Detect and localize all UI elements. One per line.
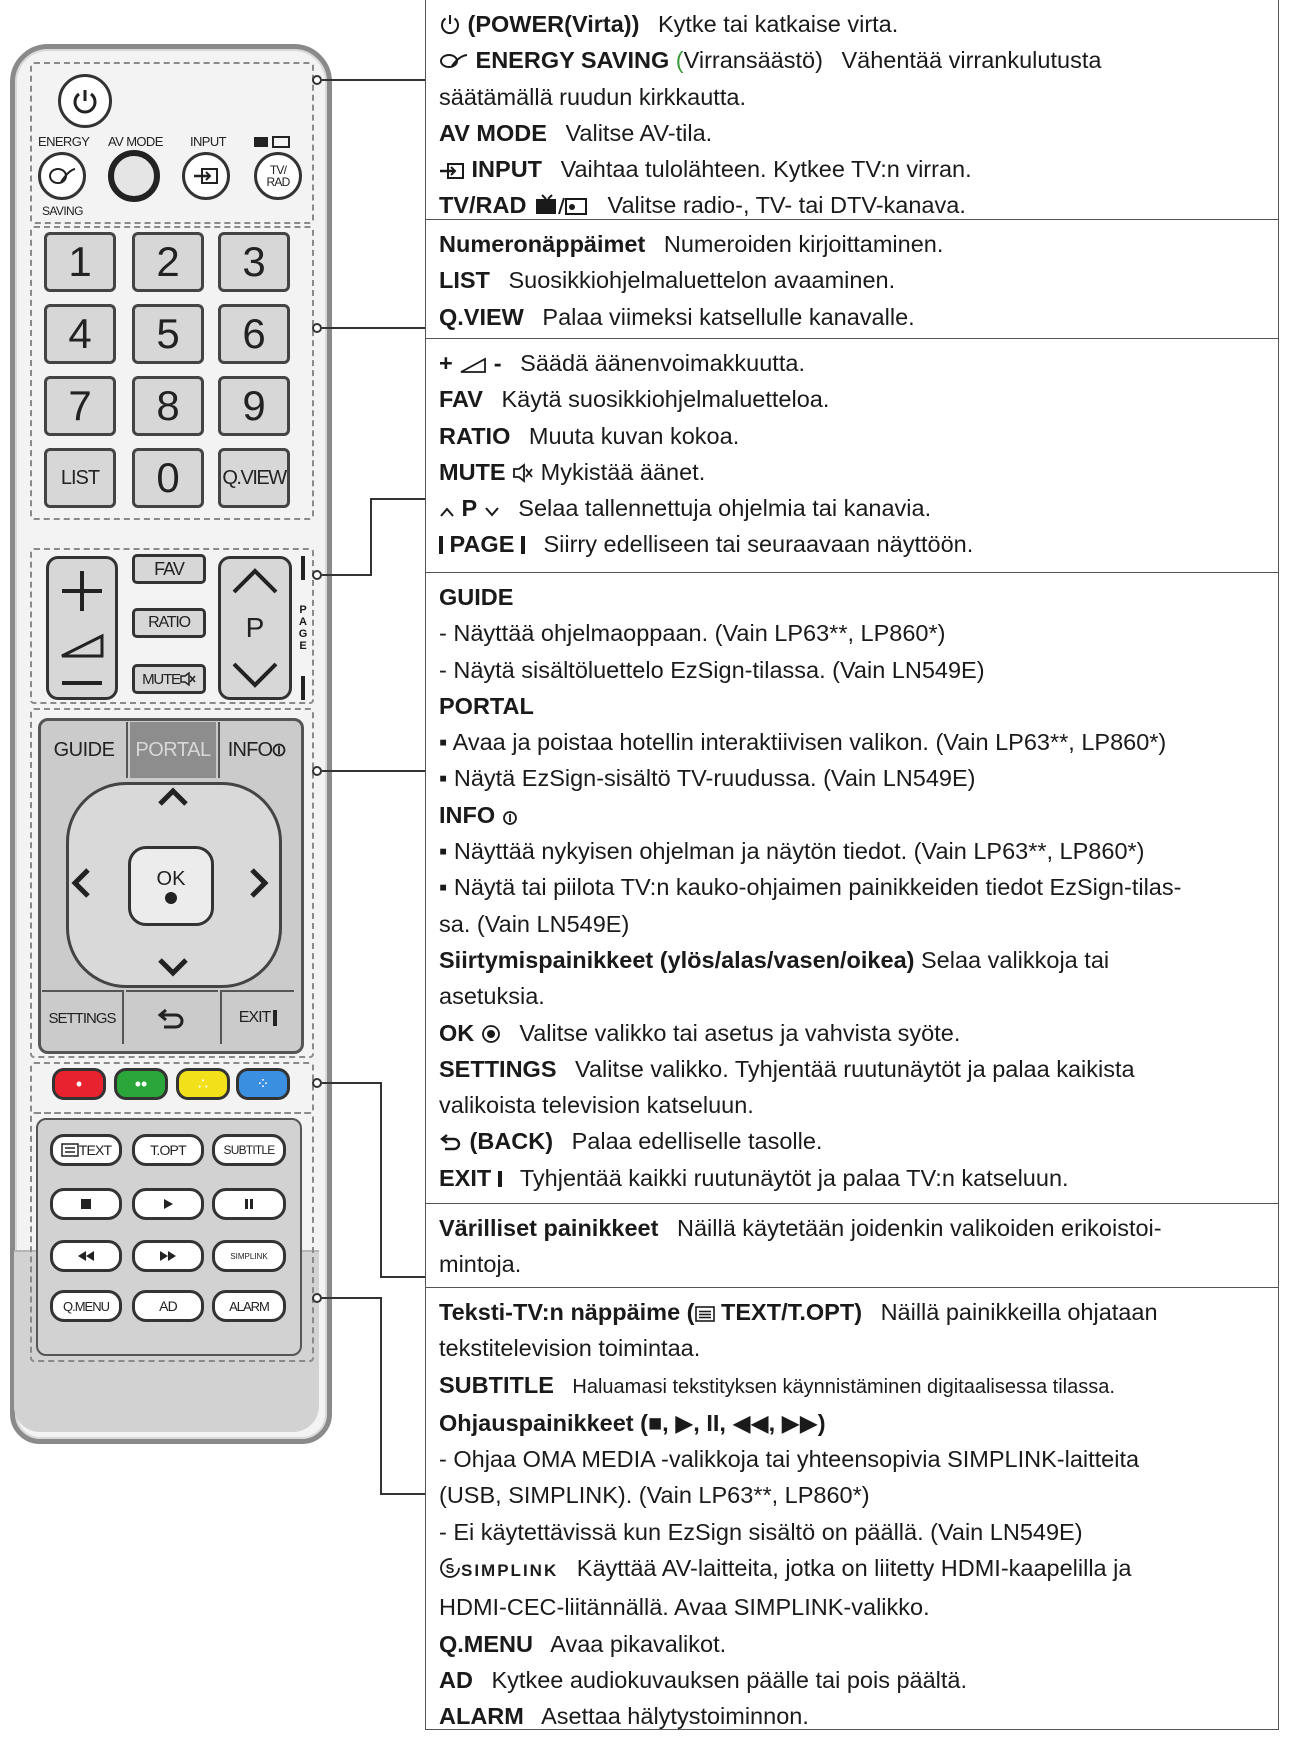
ad-key: AD xyxy=(439,1666,473,1693)
energy-saving-icon xyxy=(439,51,469,71)
program-key: P xyxy=(461,495,478,522)
power-key: (POWER(Virta)) xyxy=(467,11,640,37)
numeric-keys-key: Numeronäppäimet xyxy=(439,231,646,257)
play-button[interactable] xyxy=(132,1188,204,1220)
leader-color-h1 xyxy=(322,1082,382,1084)
leader-power xyxy=(322,79,426,81)
channel-p-label: P xyxy=(245,612,265,643)
settings-button[interactable]: SETTINGS xyxy=(42,990,124,1044)
text-label: TEXT xyxy=(78,1142,112,1158)
control-keys-desc-2: (USB, SIMPLINK). (Vain LP63**, LP860*) xyxy=(439,1482,870,1509)
qmenu-button[interactable]: Q.MENU xyxy=(50,1290,122,1322)
qmenu-desc: Avaa pikavalikot. xyxy=(550,1630,727,1657)
alarm-button[interactable]: ALARM xyxy=(212,1290,286,1322)
leader-volume-v xyxy=(370,498,372,576)
info-key: INFO xyxy=(439,801,496,828)
energy-saving-line xyxy=(439,42,1270,78)
alarm-line xyxy=(439,1698,1270,1734)
arrow-up-icon[interactable] xyxy=(156,786,190,808)
tv-rad-desc: Valitse radio-, TV- tai DTV-kanava. xyxy=(607,192,966,219)
page-letter-g: G xyxy=(298,628,308,640)
teletext-icon xyxy=(61,1143,79,1157)
ok-desc: Valitse valikko tai asetus ja vahvista syöte. xyxy=(519,1019,961,1046)
settings-key: SETTINGS xyxy=(439,1055,557,1082)
teletext-key: Teksti-TV:n näppäime ( xyxy=(439,1299,695,1325)
number-key-1[interactable]: 1 xyxy=(44,232,116,292)
page-line xyxy=(439,526,1270,562)
power-line xyxy=(439,6,1270,42)
guide-button[interactable]: GUIDE xyxy=(42,722,128,778)
exit-desc: Tyhjentää kaikki ruutunäytöt ja palaa TV:n katseluun. xyxy=(519,1164,1069,1191)
page-down-mark xyxy=(301,676,305,700)
portal-button[interactable]: PORTAL xyxy=(130,722,216,778)
volume-plus-icon xyxy=(59,568,105,614)
arrow-right-icon[interactable] xyxy=(248,866,270,900)
chevron-down-icon xyxy=(484,505,500,519)
simplink-desc-2: HDMI-CEC-liitännällä. Avaa SIMPLINK-valikko. xyxy=(439,1594,930,1621)
av-mode-desc: Valitse AV-tila. xyxy=(565,119,713,146)
volume-icon xyxy=(459,356,487,374)
svg-text:S: S xyxy=(445,1561,455,1577)
input-icon xyxy=(192,166,220,186)
energy-saving-icon xyxy=(47,166,77,186)
energy-saving-word: Virransäästö) xyxy=(683,47,823,74)
ratio-desc: Muuta kuvan kokoa. xyxy=(528,422,740,449)
nav-keys-key: Siirtymispainikkeet (ylös/alas/vasen/oikea) xyxy=(439,946,915,973)
volume-minus-key: - xyxy=(493,350,502,376)
leader-dot-volume xyxy=(312,570,322,580)
back-line xyxy=(439,1123,1270,1159)
fav-line xyxy=(439,381,1270,417)
exit-button[interactable] xyxy=(220,990,294,1044)
mute-button[interactable] xyxy=(132,664,206,694)
input-line xyxy=(439,151,1270,187)
teletext-desc: Näillä painikkeilla ohjataan xyxy=(880,1299,1158,1325)
ad-line xyxy=(439,1662,1270,1698)
exit-key: EXIT xyxy=(439,1164,492,1191)
alarm-desc: Asettaa hälytystoiminnon. xyxy=(541,1703,809,1730)
nav-keys-line xyxy=(439,942,1270,978)
av-mode-button[interactable] xyxy=(108,150,160,202)
pause-icon xyxy=(243,1198,255,1210)
ad-desc: Kytkee audiokuvauksen päälle tai pois päältä. xyxy=(491,1666,968,1693)
ad-button[interactable]: AD xyxy=(132,1290,204,1322)
mute-icon xyxy=(512,463,534,483)
settings-desc-2: valikoista television katseluun. xyxy=(439,1092,754,1119)
guide-key: GUIDE xyxy=(439,584,514,610)
fav-key: FAV xyxy=(439,386,483,413)
fav-button[interactable]: FAV xyxy=(132,554,206,584)
number-key-9[interactable]: 9 xyxy=(218,376,290,436)
leader-volume-h2 xyxy=(370,498,426,500)
channel-rocker[interactable] xyxy=(218,556,292,700)
back-button[interactable] xyxy=(126,990,218,1044)
page-key[interactable] xyxy=(299,556,307,700)
page-desc: Siirry edelliseen tai seuraavaan näyttöön. xyxy=(543,531,974,558)
fastforward-button[interactable] xyxy=(132,1240,204,1272)
qview-line xyxy=(439,299,1270,335)
tv-rad-button[interactable] xyxy=(254,152,302,200)
blue-button[interactable]: ⁘ xyxy=(236,1068,290,1100)
energy-label: ENERGY xyxy=(38,134,90,149)
info-icon xyxy=(272,743,286,757)
input-desc: Vaihtaa tulolähteen. Kytkee TV:n virran. xyxy=(560,156,972,183)
back-icon xyxy=(156,1006,188,1030)
page-key: PAGE xyxy=(449,531,515,558)
leader-teletext-v xyxy=(380,1297,382,1495)
teletext-desc-2: tekstitelevision toimintaa. xyxy=(439,1335,701,1362)
energy-saving-key: ENERGY SAVING xyxy=(475,47,670,74)
volume-line xyxy=(439,345,1270,381)
chevron-up-icon xyxy=(439,505,455,519)
color-line xyxy=(439,1210,1270,1246)
input-icon xyxy=(439,162,465,180)
subtitle-key: SUBTITLE xyxy=(439,1371,554,1398)
tv-radio-icon xyxy=(253,134,291,148)
info-desc-2: ▪ Näytä tai piilota TV:n kauko-ohjaimen painikkeiden tiedot EzSign-tilas- xyxy=(439,874,1182,901)
numeric-keys-desc: Numeroiden kirjoittaminen. xyxy=(663,231,944,257)
pause-button[interactable] xyxy=(212,1188,286,1220)
number-key-3[interactable]: 3 xyxy=(218,232,290,292)
fastforward-icon xyxy=(159,1250,177,1262)
tv-rad-key: TV/RAD xyxy=(439,192,527,219)
page-up-mark-icon xyxy=(439,536,443,554)
input-label: INPUT xyxy=(190,134,227,149)
text-button[interactable] xyxy=(50,1134,122,1166)
input-key: INPUT xyxy=(471,156,543,183)
leader-navigation xyxy=(322,770,426,772)
power-button[interactable] xyxy=(58,74,112,128)
volume-minus-icon xyxy=(59,678,105,688)
tv-rad-top: TV/ xyxy=(269,163,287,177)
leader-dot-teletext xyxy=(312,1293,322,1303)
tv-rad-bottom: RAD xyxy=(266,175,290,189)
subtitle-desc: Haluamasi tekstityksen käynnistäminen digitaalisessa tilassa. xyxy=(572,1375,1115,1398)
list-line xyxy=(439,262,1270,298)
leader-color-h2 xyxy=(380,1276,426,1278)
page-up-mark xyxy=(301,556,305,580)
teletext-key-2: TEXT/T.OPT) xyxy=(721,1299,863,1325)
simplink-line xyxy=(439,1550,1270,1589)
color-key: Värilliset painikkeet xyxy=(439,1215,659,1241)
back-key: (BACK) xyxy=(469,1128,554,1155)
exit-mark-icon xyxy=(498,1171,502,1187)
list-desc: Suosikkiohjelmaluettelon avaaminen. xyxy=(508,267,896,294)
av-mode-key: AV MODE xyxy=(439,119,547,146)
ratio-key: RATIO xyxy=(439,422,511,449)
qview-desc: Palaa viimeksi katsellulle kanavalle. xyxy=(542,303,915,330)
leader-teletext-h1 xyxy=(322,1297,382,1299)
leader-numeric xyxy=(322,327,426,329)
qmenu-line xyxy=(439,1626,1270,1662)
settings-line xyxy=(439,1051,1270,1087)
portal-key: PORTAL xyxy=(439,692,534,719)
list-button[interactable]: LIST xyxy=(44,448,116,508)
ok-key: OK xyxy=(439,1019,475,1046)
number-key-2[interactable]: 2 xyxy=(132,232,204,292)
ok-label: OK xyxy=(156,867,186,890)
fav-desc: Käytä suosikkiohjelmaluetteloa. xyxy=(501,386,830,413)
description-table xyxy=(425,0,1279,1730)
teletext-line xyxy=(439,1294,1270,1330)
power-icon xyxy=(439,13,461,35)
settings-desc: Valitse valikko. Tyhjentää ruutunäytöt ja palaa kaikista xyxy=(575,1055,1135,1082)
back-desc: Palaa edelliselle tasolle. xyxy=(571,1128,823,1155)
play-icon xyxy=(162,1198,174,1210)
avmode-label: AV MODE xyxy=(108,134,163,149)
ok-dot-icon xyxy=(164,891,178,905)
ok-line xyxy=(439,1015,1270,1051)
portal-desc-2: ▪ Näytä EzSign-sisältö TV-ruudussa. (Vain LN549E) xyxy=(439,765,976,792)
exit-line xyxy=(439,1160,1270,1196)
simplink-desc: Käyttää AV-laitteita, jotka on liitetty HDMI-kaapelilla ja xyxy=(576,1555,1132,1582)
green-button[interactable]: •• xyxy=(114,1068,168,1100)
qview-button[interactable]: Q.VIEW xyxy=(218,448,290,508)
section-power xyxy=(426,0,1278,219)
info-desc-3: sa. (Vain LN549E) xyxy=(439,910,630,937)
ok-button[interactable] xyxy=(128,846,214,926)
portal-desc-1: ▪ Avaa ja poistaa hotellin interaktiivisen valikon. (Vain LP63**, LP860*) xyxy=(439,729,1167,756)
number-key-8[interactable]: 8 xyxy=(132,376,204,436)
leader-dot-navigation xyxy=(312,766,322,776)
arrow-left-icon[interactable] xyxy=(70,866,92,900)
volume-rocker[interactable] xyxy=(46,556,118,700)
simplink-logo-icon xyxy=(439,1557,461,1579)
color-desc: Näillä käytetään joidenkin valikoiden erikoistoi- xyxy=(676,1215,1162,1241)
page-letter-p: P xyxy=(299,604,307,616)
energy-saving-button[interactable] xyxy=(38,152,86,200)
topt-button[interactable]: T.OPT xyxy=(132,1134,204,1166)
section-teletext xyxy=(426,1287,1278,1729)
power-icon xyxy=(70,86,100,116)
control-keys-desc-1: - Ohjaa OMA MEDIA -valikkoja tai yhteensopivia SIMPLINK-laitteita xyxy=(439,1446,1140,1473)
number-key-0[interactable]: 0 xyxy=(132,448,204,508)
info-icon xyxy=(502,810,518,826)
info-line xyxy=(439,797,1270,833)
subtitle-button[interactable]: SUBTITLE xyxy=(212,1134,286,1166)
volume-icon xyxy=(59,633,105,659)
volume-desc: Säädä äänenvoimakkuutta. xyxy=(520,350,805,376)
red-button[interactable]: • xyxy=(52,1068,106,1100)
control-keys-key: Ohjauspainikkeet (■, ▶, II, ◀◀, ▶▶) xyxy=(439,1409,826,1436)
section-color-buttons xyxy=(426,1203,1278,1287)
remote-illustration xyxy=(0,0,340,1748)
leader-dot-color xyxy=(312,1078,322,1088)
leader-teletext-h2 xyxy=(380,1493,426,1495)
section-volume xyxy=(426,338,1278,572)
subtitle-line xyxy=(439,1367,1270,1405)
mute-desc: Mykistää äänet. xyxy=(540,458,706,485)
section-navigation xyxy=(426,572,1278,1203)
color-desc-2: mintoja. xyxy=(439,1251,522,1278)
stop-icon xyxy=(80,1198,92,1210)
page-vertical-label xyxy=(299,604,308,652)
mute-icon xyxy=(180,672,196,686)
simplink-button[interactable]: SIMPLINK xyxy=(212,1240,286,1272)
alarm-key: ALARM xyxy=(439,1703,524,1730)
list-key: LIST xyxy=(439,267,490,294)
guide-desc-2: - Näytä sisältöluettelo EzSign-tilassa. (Vain LN549E) xyxy=(439,656,985,683)
saving-label: SAVING xyxy=(42,204,83,218)
exit-label: EXIT xyxy=(238,1009,271,1026)
number-key-6[interactable]: 6 xyxy=(218,304,290,364)
program-line xyxy=(439,490,1270,526)
leader-dot-power xyxy=(312,75,322,85)
leader-dot-numeric xyxy=(312,323,322,333)
simplink-key: SIMPLINK xyxy=(461,1561,559,1581)
arrow-down-icon[interactable] xyxy=(156,956,190,978)
yellow-button[interactable]: ∴ xyxy=(176,1068,230,1100)
rewind-button[interactable] xyxy=(50,1240,122,1272)
nav-keys-desc-2: asetuksia. xyxy=(439,983,545,1010)
power-desc: Kytke tai katkaise virta. xyxy=(657,11,899,37)
qmenu-key: Q.MENU xyxy=(439,1630,533,1657)
exit-mark-icon xyxy=(273,1010,277,1026)
ratio-button[interactable]: RATIO xyxy=(132,608,206,638)
back-icon xyxy=(439,1132,463,1152)
channel-down-icon xyxy=(230,661,280,689)
mute-line xyxy=(439,454,1270,490)
guide-desc-1: - Näyttää ohjelmaoppaan. (Vain LP63**, LP860*) xyxy=(439,620,946,647)
number-key-5[interactable]: 5 xyxy=(132,304,204,364)
input-button[interactable] xyxy=(182,152,230,200)
mute-key: MUTE xyxy=(439,458,506,485)
numeric-keys-line xyxy=(439,226,1270,262)
leader-color-v xyxy=(380,1082,382,1278)
stop-button[interactable] xyxy=(50,1188,122,1220)
qview-key: Q.VIEW xyxy=(439,303,524,330)
nav-keys-desc: Selaa valikkoja tai xyxy=(921,946,1110,973)
rewind-icon xyxy=(77,1250,95,1262)
ratio-line xyxy=(439,418,1270,454)
number-key-4[interactable]: 4 xyxy=(44,304,116,364)
section-numeric xyxy=(426,219,1278,338)
page-letter-e: E xyxy=(299,640,307,652)
av-mode-line xyxy=(439,115,1270,151)
info-button[interactable] xyxy=(218,722,294,778)
program-desc: Selaa tallennettuja ohjelmia tai kanavia. xyxy=(518,495,932,522)
control-keys-desc-3: - Ei käytettävissä kun EzSign sisältö on päällä. (Vain LN549E) xyxy=(439,1518,1083,1545)
info-desc-1: ▪ Näyttää nykyisen ohjelman ja näytön tiedot. (Vain LP63**, LP860*) xyxy=(439,838,1145,865)
tv-radio-icon xyxy=(533,194,589,216)
number-key-7[interactable]: 7 xyxy=(44,376,116,436)
mute-label: MUTE xyxy=(142,670,180,688)
volume-plus-key: + xyxy=(439,350,453,376)
energy-saving-desc-2: säätämällä ruudun kirkkautta. xyxy=(439,83,746,110)
teletext-icon xyxy=(695,1305,715,1323)
energy-saving-desc: Vähentää virrankulutusta xyxy=(841,47,1102,74)
ok-circle-icon xyxy=(481,1024,501,1044)
channel-up-icon xyxy=(230,567,280,595)
info-label: INFO xyxy=(227,738,273,761)
energy-saving-paren: ( xyxy=(675,47,684,74)
page-letter-a: A xyxy=(299,616,307,628)
leader-volume-h1 xyxy=(322,574,370,576)
page-down-mark-icon xyxy=(521,536,525,554)
